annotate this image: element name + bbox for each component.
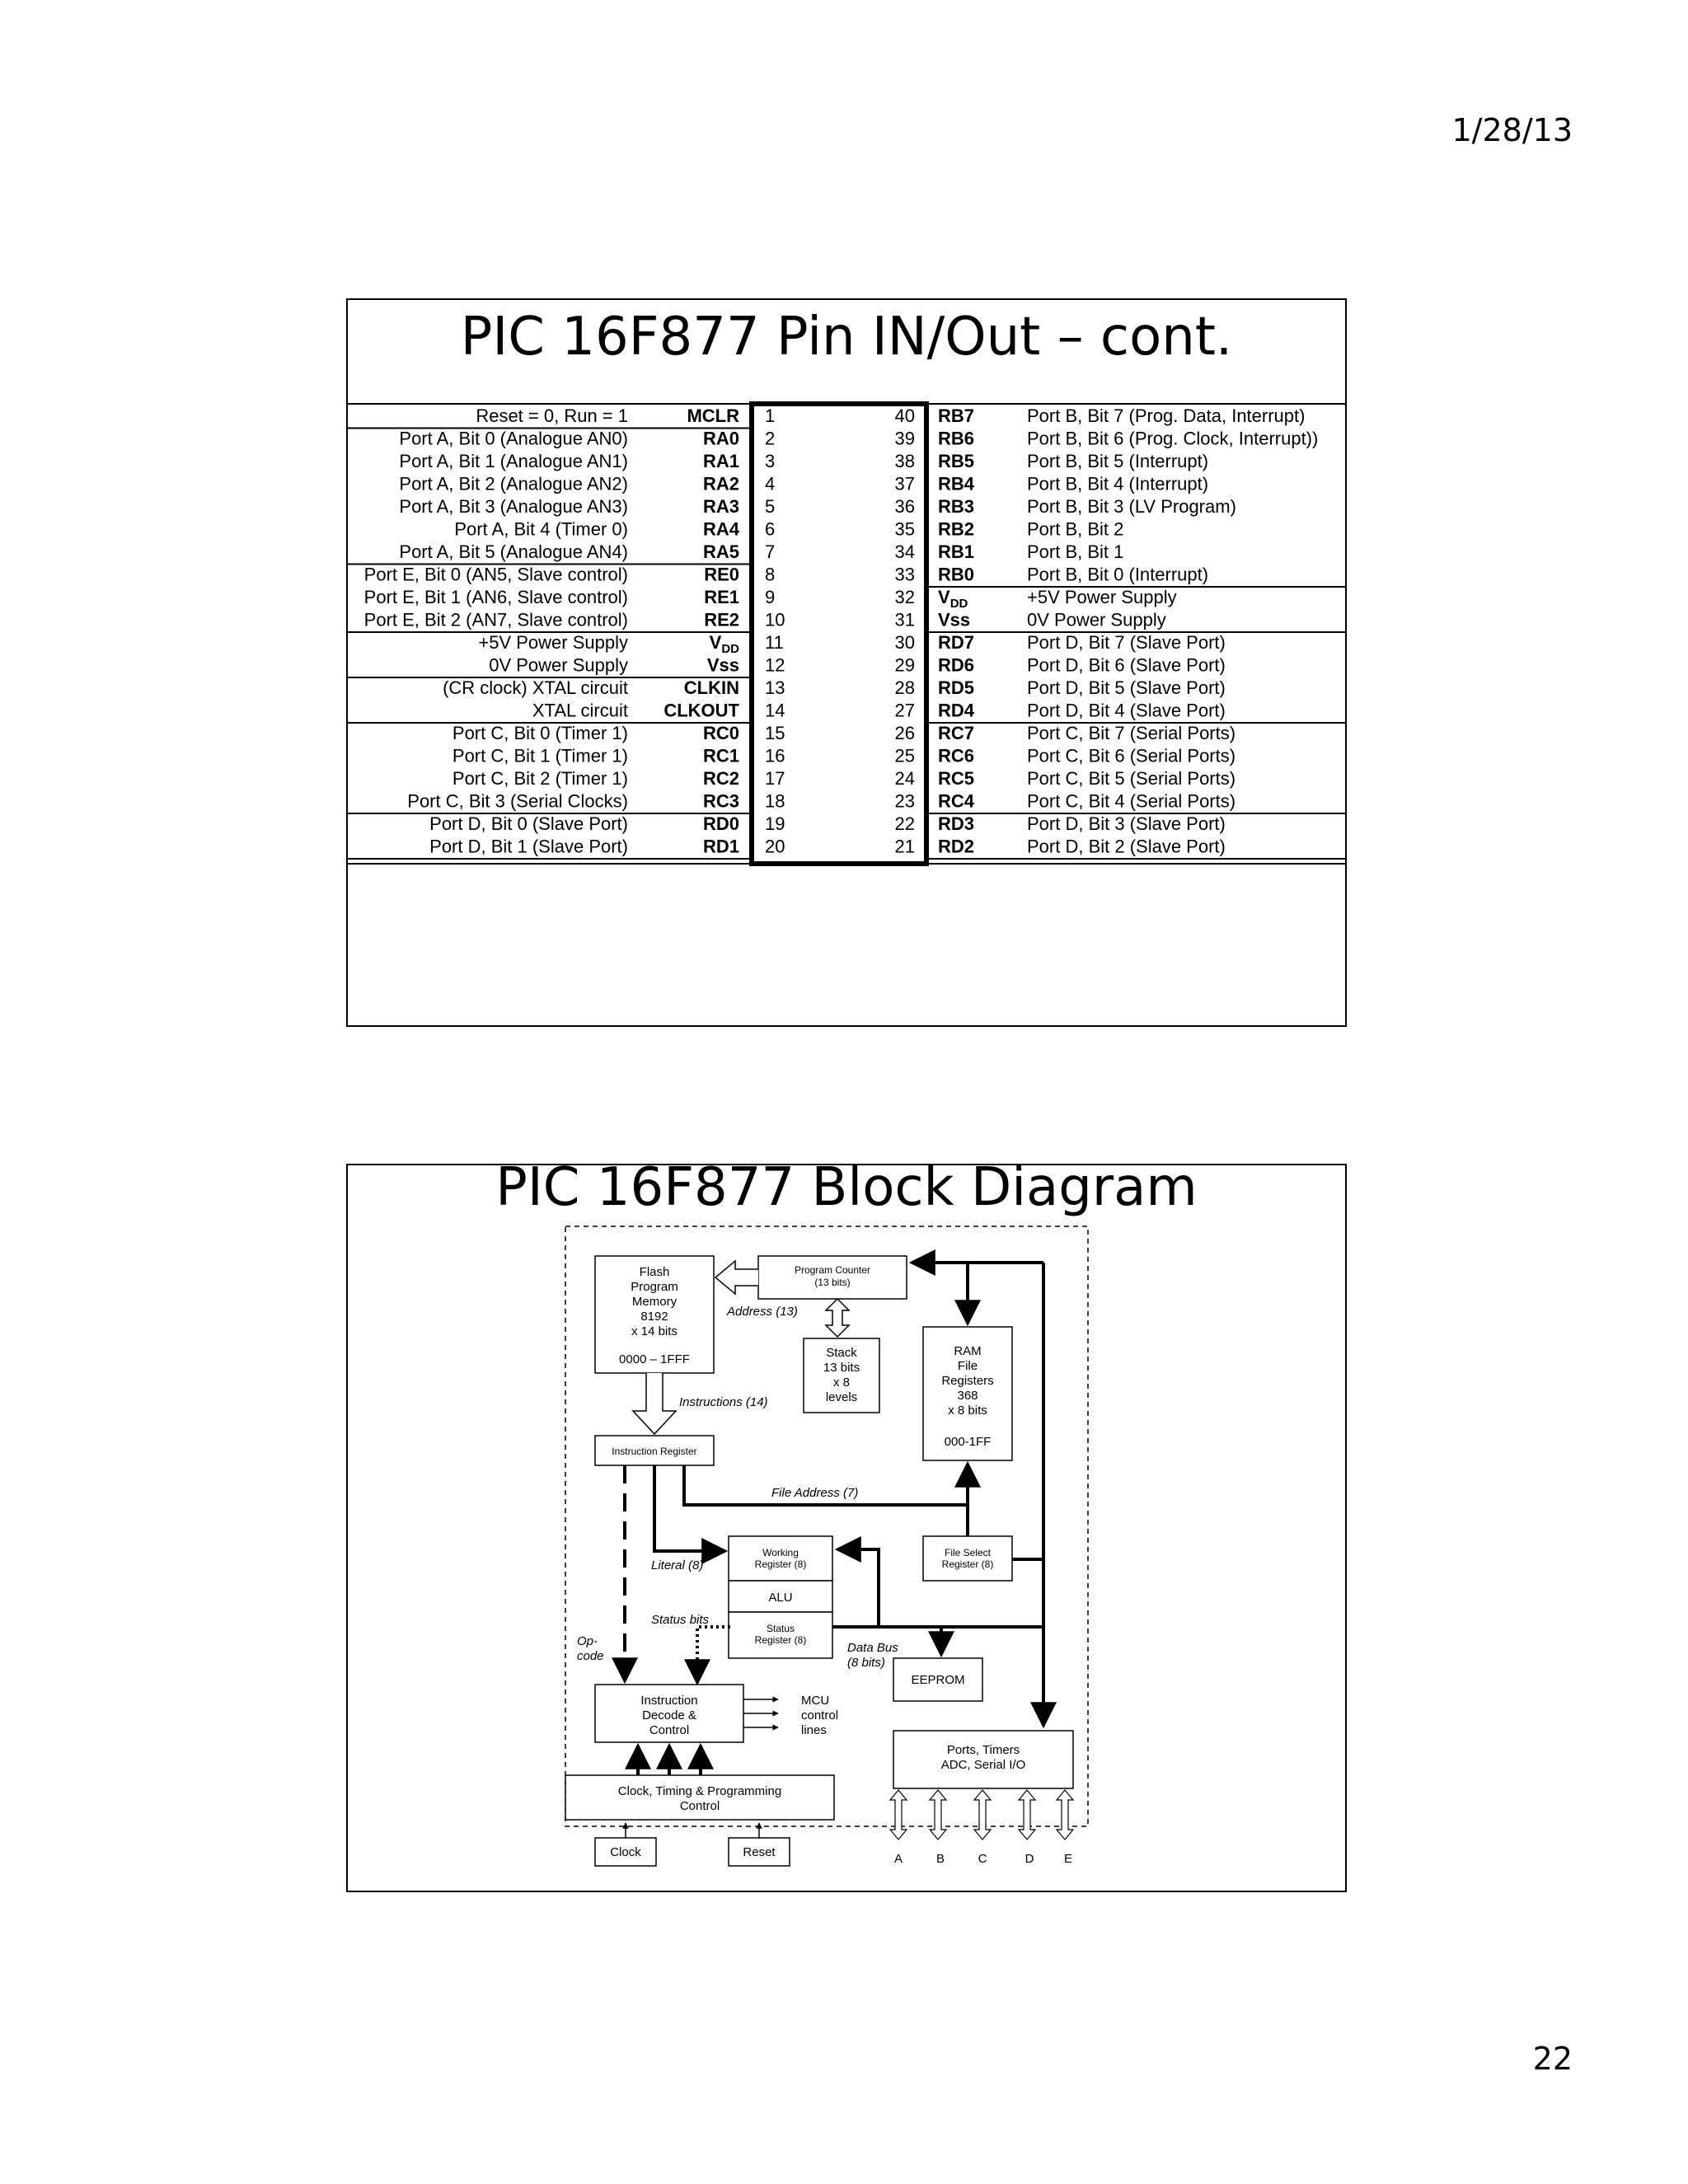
pin-number: 40: [894, 405, 915, 426]
pin-name: RB7: [938, 405, 975, 426]
pin-name: MCLR: [687, 405, 739, 426]
pc-label: Program Counter: [794, 1264, 871, 1276]
clock-ctrl-label: Control: [679, 1799, 720, 1813]
pin-number: 3: [765, 451, 776, 471]
status-label: Status: [766, 1623, 795, 1634]
pin-description: Port C, Bit 3 (Serial Clocks): [407, 790, 628, 812]
stack-bus-arrow: [826, 1299, 849, 1337]
alu-block: [729, 1581, 832, 1612]
port-letter: E: [1063, 1852, 1073, 1866]
stack-label: levels: [825, 1390, 858, 1404]
pin-name: RA2: [702, 473, 739, 494]
pin-number: 22: [894, 813, 915, 834]
pin-name: RC0: [702, 723, 739, 743]
ports-label: Ports, Timers: [946, 1743, 1020, 1757]
instruction-bus-arrow: [633, 1373, 676, 1434]
pin-number: 36: [894, 496, 915, 517]
pin-description: (CR clock) XTAL circuit: [443, 677, 628, 698]
pin-number: 5: [765, 496, 776, 517]
pin-name: $V_{DD}$: [709, 632, 739, 656]
pin-number: 11: [765, 632, 784, 653]
databus-label: Data Bus: [847, 1641, 898, 1655]
pin-number: 32: [894, 587, 915, 607]
eeprom-block: [893, 1658, 982, 1701]
pin-description: Port B, Bit 0 (Interrupt): [1027, 564, 1209, 585]
pin-name: CLKIN: [683, 677, 739, 698]
stack-label: 13 bits: [823, 1361, 860, 1375]
pin-name: RE1: [704, 587, 739, 607]
pin-name: Vss: [938, 609, 971, 630]
instructions-label: Instructions (14): [679, 1395, 768, 1409]
databus-label: (8 bits): [847, 1656, 885, 1670]
pin-number: 31: [894, 609, 915, 630]
pin-name: RB3: [938, 496, 975, 517]
pin-description: Port A, Bit 0 (Analogue AN0): [399, 428, 628, 449]
status-bits-label: Status bits: [651, 1613, 710, 1627]
pin-description: XTAL circuit: [532, 700, 628, 721]
pin-name: RC1: [702, 745, 739, 766]
port-letter: B: [935, 1852, 945, 1866]
ram-address-range: 000-1FF: [944, 1435, 992, 1449]
pin-description: Port D, Bit 6 (Slave Port): [1027, 654, 1226, 676]
pin-description: Port B, Bit 2: [1027, 518, 1124, 540]
status-label: Register (8): [754, 1634, 807, 1646]
pin-number: 14: [765, 700, 785, 721]
pin-name: RB5: [938, 451, 975, 471]
block-diagram: [348, 1165, 1345, 1891]
pinout-table: [348, 300, 1345, 1025]
header-date: 1/28/13: [1451, 112, 1573, 148]
pin-description: Port E, Bit 2 (AN7, Slave control): [363, 609, 628, 630]
ports-timers-block: [893, 1731, 1073, 1788]
stack-label: x 8: [832, 1376, 851, 1390]
pin-name: RD3: [938, 813, 975, 834]
flash-label: Flash: [639, 1265, 670, 1279]
pin-name: RD7: [938, 632, 975, 653]
pin-number: 9: [765, 587, 776, 607]
pin-number: 24: [894, 768, 915, 789]
pin-description: Port B, Bit 7 (Prog. Data, Interrupt): [1027, 405, 1306, 426]
pin-name: RD6: [938, 654, 975, 676]
flash-address-range: 0000 – 1FFF: [619, 1352, 690, 1366]
pin-number: 13: [765, 677, 785, 698]
slide-block-diagram: [346, 1157, 1347, 1892]
status-register: [729, 1612, 832, 1658]
pin-description: Port B, Bit 6 (Prog. Clock, Interrupt)): [1027, 428, 1319, 449]
address-label: Address (13): [727, 1305, 798, 1319]
flash-label: x 14 bits: [631, 1324, 678, 1338]
pin-description: Port D, Bit 1 (Slave Port): [429, 836, 628, 857]
pin-description: Port B, Bit 1: [1027, 541, 1124, 562]
pin-name: CLKOUT: [663, 700, 739, 721]
pin-description: Port A, Bit 1 (Analogue AN1): [399, 451, 628, 471]
pin-number: 28: [894, 677, 915, 698]
idc-label: Instruction: [640, 1694, 698, 1708]
alu-label: ALU: [768, 1591, 793, 1605]
pin-number: 26: [894, 723, 915, 743]
program-counter: [758, 1256, 907, 1299]
flash-program-memory: [595, 1256, 714, 1373]
ram-label: Registers: [941, 1374, 994, 1388]
clock-ctrl-label: Clock, Timing & Programming: [617, 1784, 782, 1798]
pin-description: Reset = 0, Run = 1: [476, 405, 628, 426]
pin-number: 16: [765, 745, 785, 766]
pin-number: 6: [765, 518, 776, 540]
slide-pin-table: [346, 298, 1347, 1027]
pin-description: +5V Power Supply: [1027, 587, 1177, 607]
pin-number: 12: [765, 654, 785, 676]
ram-label: x 8 bits: [948, 1404, 987, 1418]
pin-description: Port C, Bit 7 (Serial Ports): [1027, 723, 1236, 743]
pin-number: 18: [765, 790, 785, 812]
flash-label: Memory: [631, 1295, 678, 1309]
file-address-label: File Address (7): [771, 1486, 859, 1500]
pin-description: 0V Power Supply: [489, 654, 628, 676]
port-letter: C: [978, 1852, 987, 1866]
pin-number: 33: [894, 564, 915, 585]
pin-number: 23: [894, 790, 915, 812]
idc-label: Control: [649, 1723, 690, 1737]
pin-number: 27: [894, 700, 915, 721]
pin-name: RB2: [938, 518, 975, 540]
address-bus-arrow: [715, 1261, 758, 1294]
port-letter: D: [1025, 1852, 1034, 1866]
pin-number: 20: [765, 836, 785, 857]
pin-description: Port C, Bit 0 (Timer 1): [452, 723, 628, 743]
file-select-register: [923, 1536, 1012, 1581]
pin-number: 38: [894, 451, 915, 471]
pin-number: 35: [894, 518, 915, 540]
slide-title: PIC 16F877 Pin IN/Out – cont.: [460, 307, 1233, 368]
pin-description: Port E, Bit 1 (AN6, Slave control): [363, 587, 628, 607]
pin-number: 19: [765, 813, 785, 834]
working-label: Register (8): [754, 1558, 807, 1570]
pin-number: 39: [894, 428, 915, 449]
pin-description: Port D, Bit 3 (Slave Port): [1027, 813, 1226, 834]
pin-description: Port A, Bit 4 (Timer 0): [454, 518, 628, 540]
reset-input: [729, 1823, 790, 1866]
pin-name: RB0: [938, 564, 975, 585]
pin-name: RE0: [704, 564, 739, 585]
fsr-label: File Select: [944, 1547, 992, 1558]
pin-number: 37: [894, 473, 915, 494]
pin-name: RA4: [702, 518, 739, 540]
pin-description: Port D, Bit 7 (Slave Port): [1027, 632, 1226, 653]
pin-name: RB1: [938, 541, 975, 562]
mcu-label: lines: [801, 1723, 827, 1737]
pin-number: 15: [765, 723, 785, 743]
mcu-label: control: [801, 1708, 839, 1722]
pin-description: Port D, Bit 4 (Slave Port): [1027, 700, 1226, 721]
pin-name: RB4: [938, 473, 975, 494]
pin-description: Port C, Bit 5 (Serial Ports): [1027, 768, 1236, 789]
pin-name: RC5: [938, 768, 975, 789]
pin-name: RB6: [938, 428, 975, 449]
fsr-label: Register (8): [941, 1558, 994, 1570]
pin-name: RD2: [938, 836, 975, 857]
pin-name: RA0: [702, 428, 739, 449]
pin-description: Port D, Bit 5 (Slave Port): [1027, 677, 1226, 698]
port-letters: [894, 1852, 1072, 1866]
ram-label: 368: [957, 1389, 978, 1403]
pin-description: Port A, Bit 3 (Analogue AN3): [399, 496, 628, 517]
idc-label: Decode &: [642, 1708, 696, 1722]
working-register: [729, 1536, 832, 1581]
pin-name: RA5: [702, 541, 739, 562]
pin-number: 8: [765, 564, 776, 585]
pin-number: 7: [765, 541, 776, 562]
pin-description: Port C, Bit 4 (Serial Ports): [1027, 790, 1236, 812]
instruction-decode-control: [595, 1685, 743, 1742]
port-io-arrows: [890, 1790, 1073, 1840]
pin-number: 29: [894, 654, 915, 676]
clock-input: [595, 1823, 656, 1866]
flash-label: Program: [631, 1280, 678, 1294]
pc-label: (13 bits): [814, 1277, 851, 1288]
pin-name: RC3: [702, 790, 739, 812]
pin-number: 2: [765, 428, 776, 449]
flash-label: 8192: [640, 1310, 668, 1324]
clock-label: Clock: [610, 1845, 641, 1859]
clock-control-arrows: [638, 1746, 701, 1775]
pin-name: RC2: [702, 768, 739, 789]
pin-description: Port C, Bit 1 (Timer 1): [452, 745, 628, 766]
literal-path: [654, 1465, 725, 1551]
pin-name: RC4: [938, 790, 975, 812]
pin-description: Port D, Bit 2 (Slave Port): [1027, 836, 1226, 857]
slide-title: PIC 16F877 Block Diagram: [495, 1157, 1198, 1218]
ram-label: File: [957, 1359, 978, 1373]
opcode-label: code: [577, 1649, 604, 1663]
pin-name: RC7: [938, 723, 975, 743]
reset-label: Reset: [743, 1845, 776, 1859]
opcode-label: Op-: [577, 1634, 598, 1648]
pin-name: RA3: [702, 496, 739, 517]
status-bits-path: [697, 1627, 730, 1683]
port-letter: A: [893, 1852, 903, 1866]
pin-description: Port C, Bit 2 (Timer 1): [452, 768, 628, 789]
stack-label: Stack: [826, 1346, 857, 1360]
pin-description: Port B, Bit 4 (Interrupt): [1027, 473, 1209, 494]
pin-number: 17: [765, 768, 785, 789]
page-number: 22: [1532, 2041, 1573, 2077]
pin-description: Port B, Bit 3 (LV Program): [1027, 496, 1236, 517]
pin-number: 4: [765, 473, 776, 494]
clock-timing-control: [565, 1775, 834, 1820]
pin-name: RE2: [704, 609, 739, 630]
mcu-label: MCU: [801, 1694, 830, 1708]
pin-number: 10: [765, 609, 785, 630]
ports-label: ADC, Serial I/O: [940, 1758, 1026, 1772]
pin-name: RD0: [702, 813, 739, 834]
pin-number: 34: [894, 541, 915, 562]
pin-name: RD4: [938, 700, 975, 721]
pin-name: Vss: [706, 654, 739, 676]
stack-block: [804, 1338, 879, 1413]
pin-number: 25: [894, 745, 915, 766]
ram-label: RAM: [954, 1344, 982, 1358]
pin-number: 21: [894, 836, 915, 857]
mcu-control-lines: [743, 1699, 778, 1727]
pin-description: Port D, Bit 0 (Slave Port): [429, 813, 628, 834]
pin-description: Port C, Bit 6 (Serial Ports): [1027, 745, 1236, 766]
working-label: Working: [762, 1547, 799, 1558]
pin-name: $V_{DD}$: [938, 587, 968, 611]
pin-number: 30: [894, 632, 915, 653]
ir-label: Instruction Register: [612, 1446, 697, 1457]
literal-label: Literal (8): [651, 1558, 704, 1572]
pin-name: RD1: [702, 836, 739, 857]
pin-name: RD5: [938, 677, 975, 698]
pin-description: Port B, Bit 5 (Interrupt): [1027, 451, 1209, 471]
pin-description: Port A, Bit 5 (Analogue AN4): [399, 541, 628, 562]
pin-description: Port E, Bit 0 (AN5, Slave control): [363, 564, 628, 585]
eeprom-label: EEPROM: [911, 1673, 965, 1687]
pin-description: +5V Power Supply: [478, 632, 628, 653]
pin-number: 1: [765, 405, 776, 426]
pin-name: RC6: [938, 745, 975, 766]
instruction-register: [595, 1436, 714, 1465]
ram-file-registers: [923, 1327, 1012, 1460]
pin-description: Port A, Bit 2 (Analogue AN2): [399, 473, 628, 494]
pin-description: 0V Power Supply: [1027, 609, 1166, 630]
pin-name: RA1: [702, 451, 739, 471]
